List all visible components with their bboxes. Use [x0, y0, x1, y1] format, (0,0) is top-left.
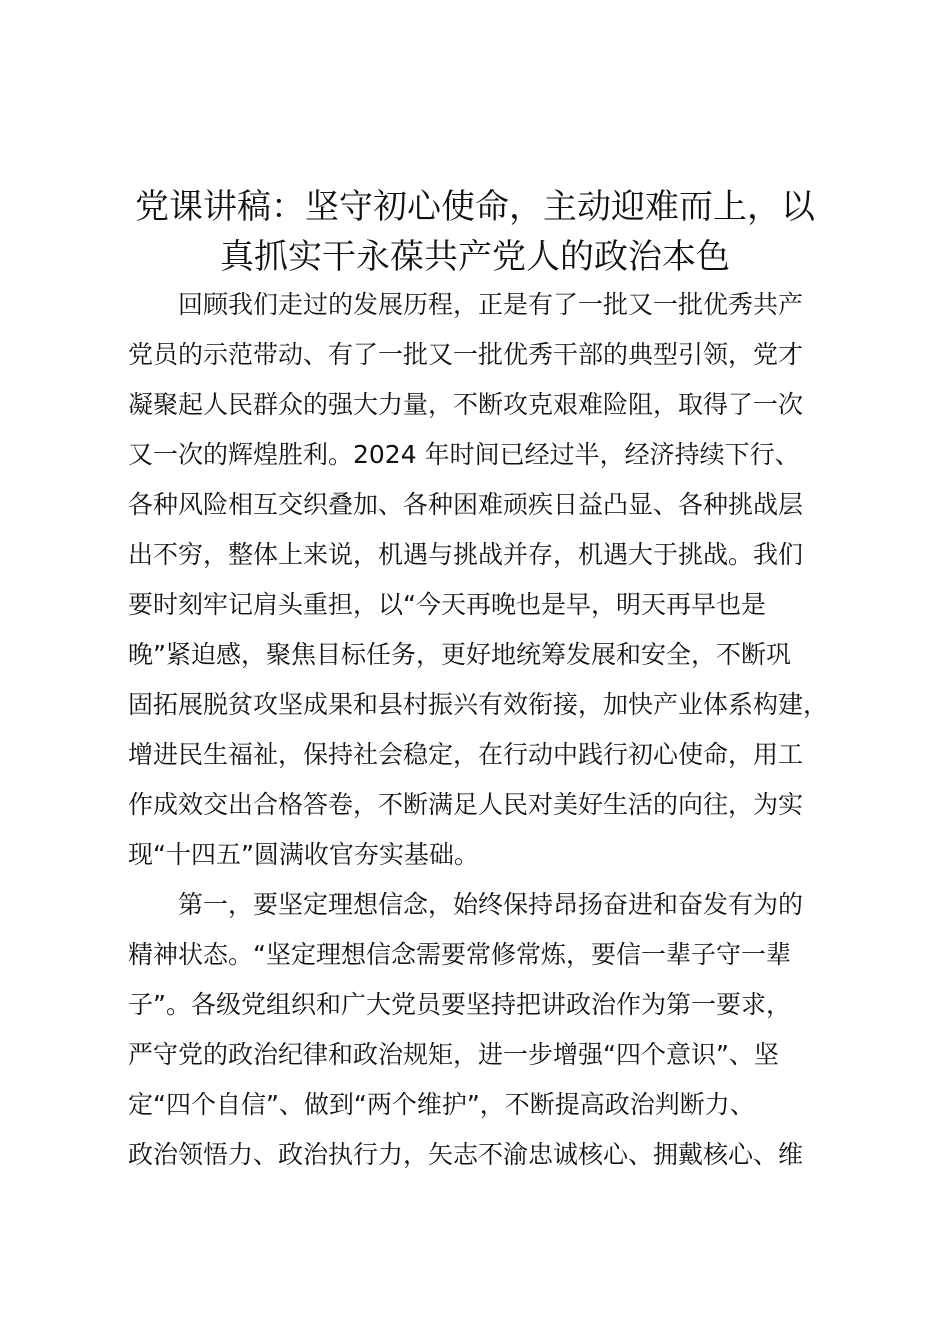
- paragraph-2-line-6: 政治领悟力、政治执行力，矢志不渝忠诚核心、拥戴核心、维: [128, 1140, 804, 1169]
- paragraph-1-line-1: 回顾我们走过的发展历程，正是有了一批又一批优秀共产: [178, 290, 804, 319]
- document-title-line-2: 真抓实干永葆共产党人的政治本色: [220, 237, 730, 277]
- paragraph-1-line-9: 固拓展脱贫攻坚成果和县村振兴有效衔接，加快产业体系构建，: [128, 690, 829, 719]
- paragraph-1-line-6: 出不穷，整体上来说，机遇与挑战并存，机遇大于挑战。我们: [128, 540, 804, 569]
- paragraph-1-line-2: 党员的示范带动、有了一批又一批优秀干部的典型引领，党才: [128, 340, 804, 369]
- paragraph-2-line-1: 第一，要坚定理想信念，始终保持昂扬奋进和奋发有为的: [178, 890, 804, 919]
- paragraph-1-line-5: 各种风险相互交织叠加、各种困难顽疾日益凸显、各种挑战层: [128, 490, 804, 519]
- document-title-line-1: 党课讲稿：坚守初心使命，主动迎难而上，以: [135, 187, 815, 227]
- paragraph-2-line-2: 精神状态。“坚定理想信念需要常修常炼，要信一辈子守一辈: [128, 940, 791, 969]
- paragraph-1-line-8: 晚”紧迫感，聚焦目标任务，更好地统筹发展和安全，不断巩: [128, 640, 791, 669]
- paragraph-2-line-3: 子”。各级党组织和广大党员要坚持把讲政治作为第一要求，: [128, 990, 791, 1019]
- paragraph-1-line-10: 增进民生福祉，保持社会稳定，在行动中践行初心使命，用工: [128, 740, 804, 769]
- paragraph-2-line-5: 定“四个自信”、做到“两个维护”，不断提高政治判断力、: [128, 1090, 755, 1119]
- paragraph-1-line-12: 现“十四五”圆满收官夯实基础。: [128, 840, 479, 869]
- paragraph-1-line-3: 凝聚起人民群众的强大力量，不断攻克艰难险阻，取得了一次: [128, 390, 804, 419]
- paragraph-1-line-11: 作成效交出合格答卷，不断满足人民对美好生活的向往，为实: [128, 790, 804, 819]
- paragraph-2-line-4: 严守党的政治纪律和政治规矩，进一步增强“四个意识”、坚: [128, 1040, 779, 1069]
- paragraph-1-line-7: 要时刻牢记肩头重担，以“今天再晚也是早，明天再早也是: [128, 590, 766, 619]
- paragraph-1-line-4: 又一次的辉煌胜利。2024 年时间已经过半，经济持续下行、: [128, 440, 800, 469]
